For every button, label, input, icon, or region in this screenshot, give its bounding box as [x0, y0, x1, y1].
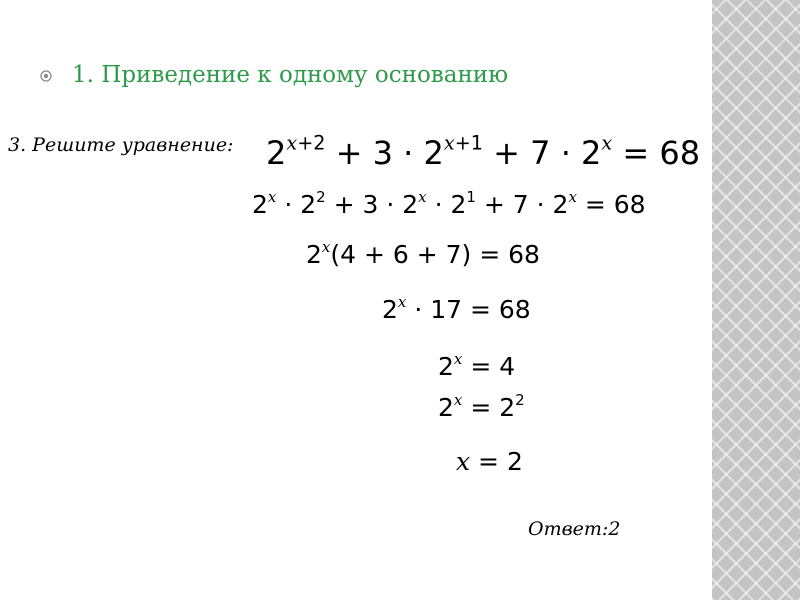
expression-text: 2: [438, 393, 454, 422]
exponent: 2: [515, 390, 525, 409]
exponent: x: [321, 237, 331, 256]
expression-text: + 3 · 2: [325, 134, 444, 172]
expression-text: 2: [438, 352, 454, 381]
equation-step: [266, 131, 701, 172]
expression-text: · 2: [426, 190, 467, 219]
expression-text: 2: [382, 295, 398, 324]
exponent: x: [601, 131, 613, 155]
slide-heading: 1. Приведение к одному основанию: [72, 62, 509, 88]
equation-step: [438, 390, 525, 422]
expression-text: + 7 · 2: [475, 190, 569, 219]
expression-text: 2: [252, 190, 268, 219]
exponent: x+1: [443, 131, 483, 155]
exponent: 2: [316, 187, 326, 206]
equation-step: [438, 349, 516, 381]
expression-text: (4 + 6 + 7) = 68: [330, 240, 540, 269]
equation-step: [252, 187, 646, 219]
expression-text: 2: [306, 240, 322, 269]
expression-text: + 7 · 2: [483, 134, 602, 172]
exponent: x: [397, 292, 407, 311]
exponent: x: [453, 349, 463, 368]
task-label: 3. Решите уравнение:: [8, 134, 234, 156]
expression-text: = 68: [576, 190, 646, 219]
variable: x: [456, 447, 471, 476]
expression-text: · 2: [276, 190, 317, 219]
expression-text: = 68: [612, 134, 701, 172]
equation-step: [456, 447, 523, 476]
expression-text: = 4: [462, 352, 516, 381]
circle-bullet-icon: [40, 70, 52, 82]
exponent: 1: [466, 187, 476, 206]
exponent: x: [267, 187, 277, 206]
expression-text: = 2: [462, 393, 516, 422]
decorative-sidebar: [712, 0, 800, 600]
expression-text: + 3 · 2: [325, 190, 419, 219]
answer-text: Ответ:2: [528, 518, 621, 540]
exponent: x+2: [286, 131, 326, 155]
exponent: x: [453, 390, 463, 409]
expression-text: · 17 = 68: [406, 295, 531, 324]
expression-text: 2: [266, 134, 287, 172]
exponent: x: [568, 187, 577, 206]
expression-text: = 2: [470, 447, 523, 476]
equation-step: [382, 292, 531, 324]
equation-step: [306, 237, 540, 269]
exponent: x: [418, 187, 427, 206]
